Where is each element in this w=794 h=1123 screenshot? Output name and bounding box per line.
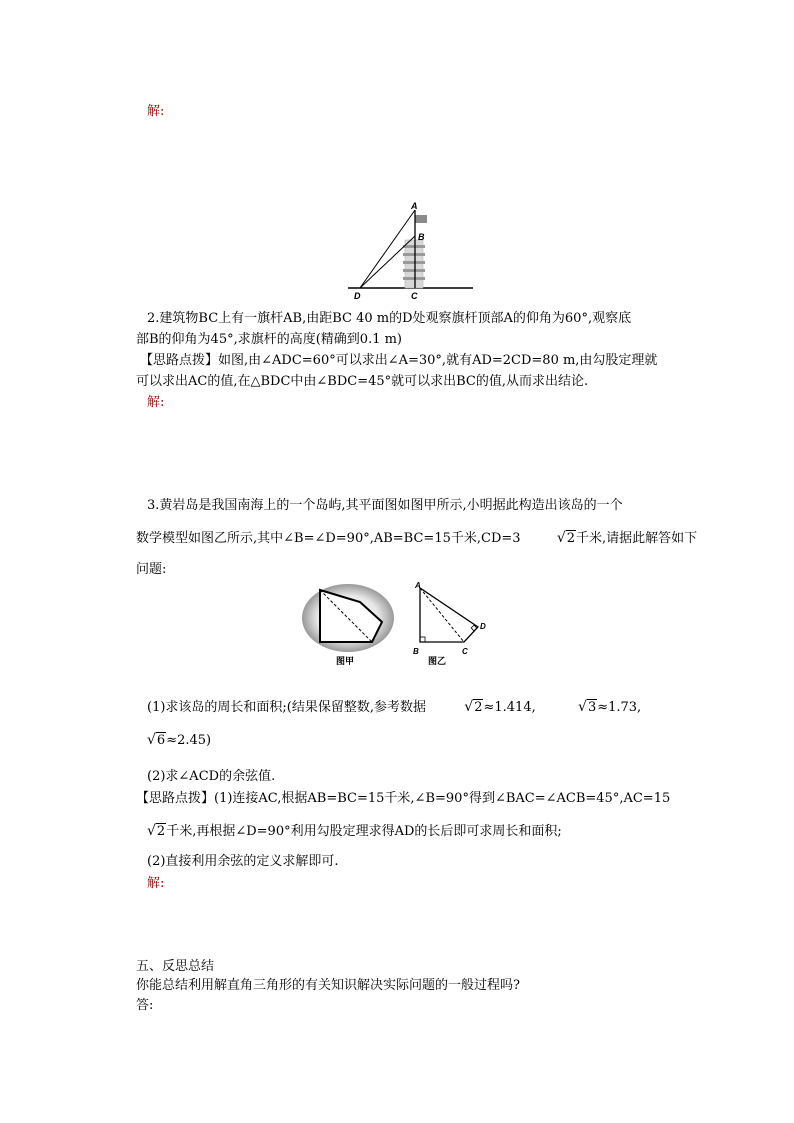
q3-line2-a: 数学模型如图乙所示,其中∠B=∠D=90°,AB=BC=15千米,CD=3 <box>136 531 521 546</box>
q3-sub1-cont <box>147 732 211 748</box>
diagram-label-C: C <box>462 647 468 656</box>
q3-sub1 <box>147 696 641 715</box>
q3-sub2: (2)求∠ACD的余弦值. <box>147 769 276 784</box>
building-shape <box>403 240 425 288</box>
q3-hint-line1: 【思路点拨】(1)连接AC,根据AB=BC=15千米,∠B=90°得到∠BAC=∠ACB=45°,AC=15 <box>136 791 671 806</box>
flag-shape <box>415 215 427 223</box>
diagram-label-D: D <box>480 622 486 631</box>
answer-label-q1: 解: <box>147 104 165 119</box>
answer-label-q3: 解: <box>147 876 165 891</box>
caption-left: 图甲 <box>336 656 355 666</box>
caption-right: 图乙 <box>428 656 447 666</box>
q3-line3: 问题: <box>136 562 167 577</box>
q2-line1: 2.建筑物BC上有一旗杆AB,由距BC 40 m的D处观察旗杆顶部A的仰角为60°,观察底 <box>147 311 632 326</box>
sqrt-2: √2 <box>556 530 576 546</box>
ref-value-2: ≈1.73, <box>597 700 642 715</box>
label-A: A <box>411 201 418 211</box>
label-B: B <box>418 232 425 242</box>
q2-hint-line1: 【思路点拨】如图,由∠ADC=60°可以求出∠A=30°,就有AD=2CD=80 m,由勾股定理就 <box>140 353 658 368</box>
ref-value-1: ≈1.414, <box>483 700 536 715</box>
sqrt-2-hint: √2 <box>147 823 166 839</box>
model-diagram <box>420 588 478 642</box>
q3-hint-line3: (2)直接利用余弦的定义求解即可. <box>147 854 339 869</box>
q2-line2: 部B的仰角为45°,求旗杆的高度(精确到0.1 m) <box>136 332 403 347</box>
label-C: C <box>411 291 418 300</box>
answer-label-q2: 解: <box>147 395 165 410</box>
summary-answer-label: 答: <box>136 998 154 1013</box>
diagram-label-B: B <box>413 647 419 656</box>
q3-hint-line2-text: 千米,再根据∠D=90°利用勾股定理求得AD的长后即可求周长和面积; <box>166 824 562 839</box>
flagpole-figure <box>348 200 488 300</box>
label-D: D <box>354 291 361 300</box>
q3-line2-b: 千米,请据此解答如下 <box>576 531 698 546</box>
sqrt-6-ref: √6 <box>147 732 166 748</box>
island-photo <box>302 584 394 652</box>
diagram-label-A: A <box>415 581 421 590</box>
q3-line2 <box>136 527 697 546</box>
q3-line1: 3.黄岩岛是我国南海上的一个岛屿,其平面图如图甲所示,小明据此构造出该岛的一个 <box>147 498 623 513</box>
summary-heading: 五、反思总结 <box>136 959 215 974</box>
sqrt-3-ref: √3 <box>578 699 597 715</box>
sqrt-2-ref: √2 <box>464 699 483 715</box>
ref-value-3: ≈2.45) <box>166 733 212 748</box>
island-figure <box>300 580 500 670</box>
summary-question: 你能总结利用解直角三角形的有关知识解决实际问题的一般过程吗? <box>136 978 520 993</box>
q3-hint-line2 <box>147 820 562 839</box>
q3-sub1-text: (1)求该岛的周长和面积;(结果保留整数,参考数据 <box>147 700 426 715</box>
q2-hint-line2: 可以求出AC的值,在△BDC中由∠BDC=45°就可以求出BC的值,从而求出结论. <box>136 374 589 389</box>
